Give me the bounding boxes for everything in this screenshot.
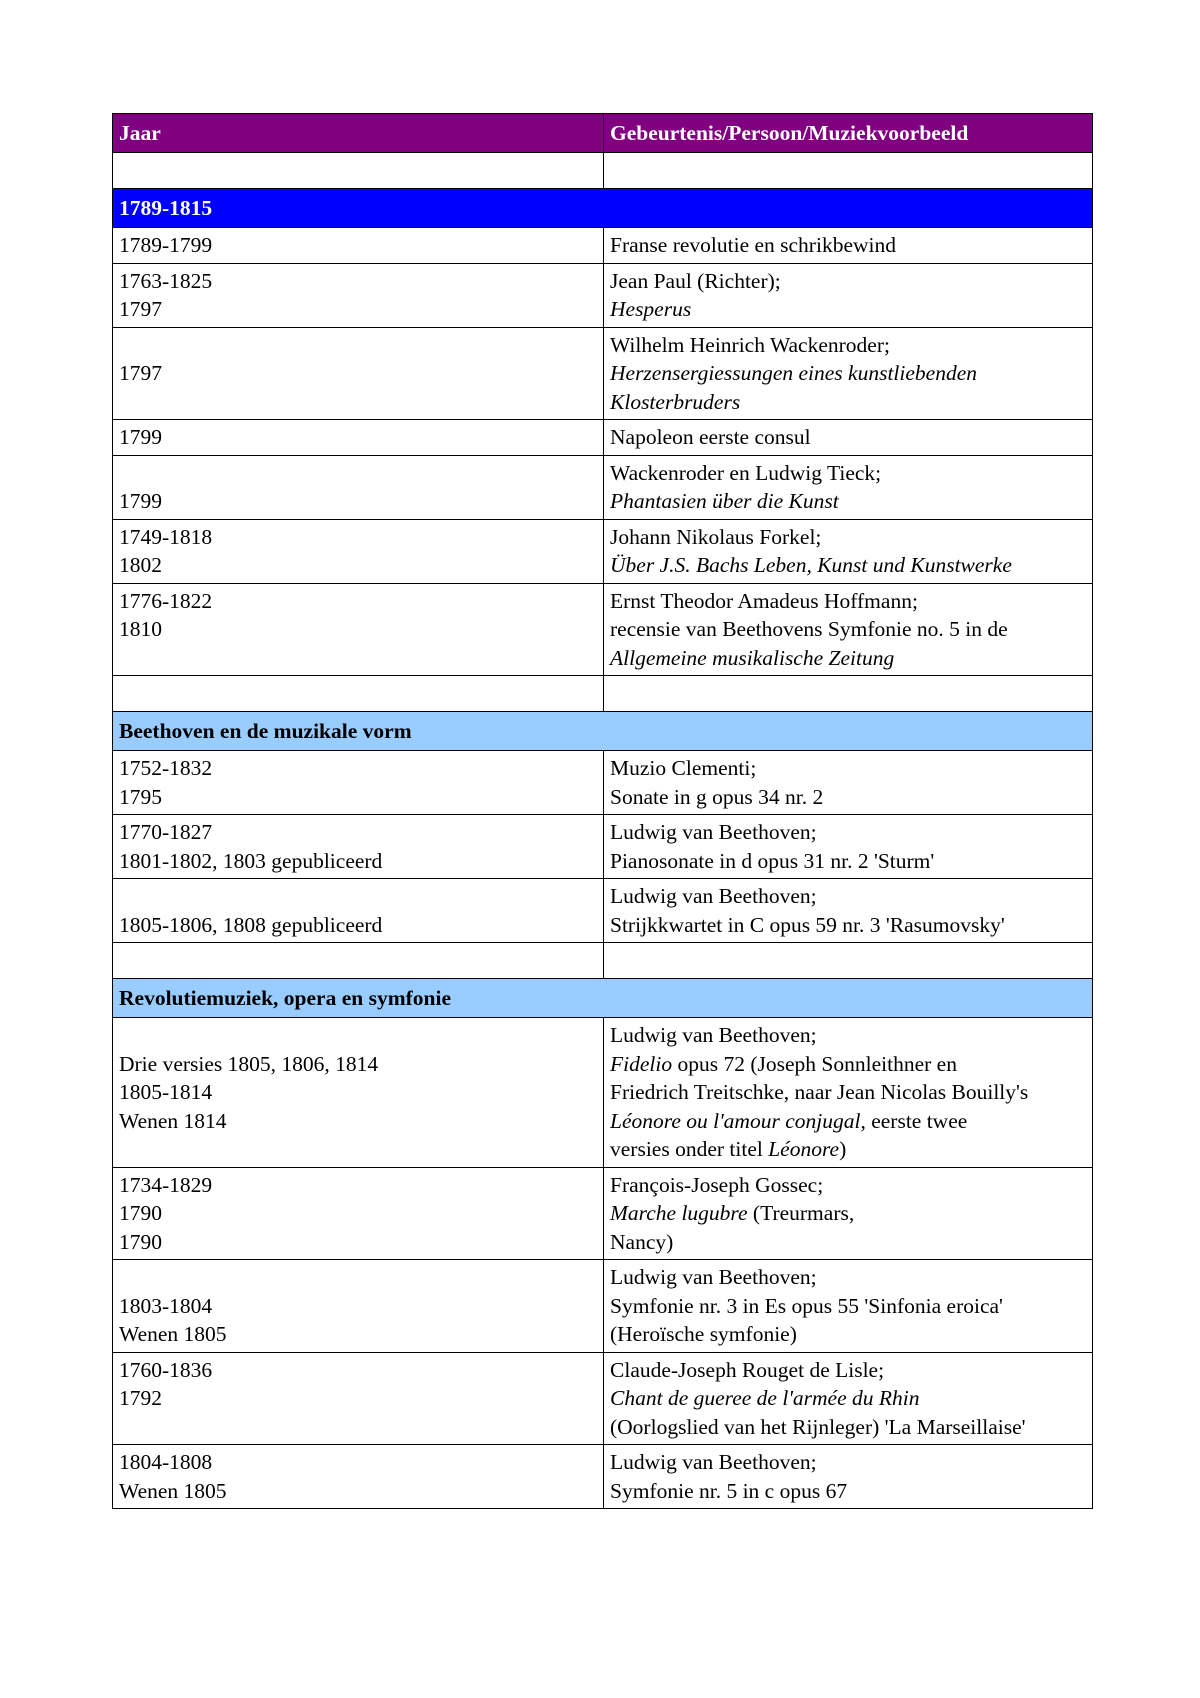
- event-cell: [604, 1018, 1093, 1168]
- year-line: 1797: [119, 297, 162, 321]
- event-line: [610, 331, 1086, 360]
- event-text: , eerste twee: [860, 1108, 968, 1133]
- event-line: [610, 523, 1086, 552]
- event-text: Jean Paul (Richter);: [610, 268, 781, 293]
- event-line: [610, 783, 1086, 812]
- event-line: [610, 1448, 1086, 1477]
- work-title: Über J.S. Bachs Leben, Kunst und Kunstwerke: [610, 553, 1012, 577]
- event-line: [610, 1107, 1086, 1136]
- event-line: [610, 388, 1086, 417]
- work-title: Herzensergiessungen eines kunstliebenden: [610, 361, 978, 385]
- spacer-cell: [113, 676, 604, 712]
- event-text: Ernst Theodor Amadeus Hoffmann;: [610, 588, 918, 613]
- event-line: [610, 1263, 1086, 1292]
- event-line: [610, 487, 1086, 516]
- event-text: (Oorlogslied van het Rijnleger) 'La Marseillaise': [610, 1414, 1026, 1439]
- event-text: Nancy): [610, 1229, 674, 1254]
- timeline-table: [112, 113, 1093, 1509]
- year-line: 1804-1808: [119, 1450, 213, 1474]
- year-cell: [113, 879, 604, 943]
- year-cell: [113, 263, 604, 327]
- event-text: Napoleon eerste consul: [610, 425, 811, 449]
- event-cell: [604, 815, 1093, 879]
- table-row: [113, 519, 1093, 583]
- header-event: Gebeurtenis/Persoon/Muziekvoorbeeld: [604, 114, 1093, 153]
- year-line: Wenen 1805: [119, 1322, 227, 1346]
- event-text: versies onder titel: [610, 1137, 769, 1161]
- table-row: [113, 1260, 1093, 1353]
- table-row: [113, 1445, 1093, 1509]
- event-cell: [604, 879, 1093, 943]
- year-line: 1790: [119, 1229, 162, 1254]
- event-line: [610, 231, 1086, 260]
- work-title: Klosterbruders: [610, 389, 741, 414]
- event-line: [610, 1021, 1086, 1050]
- event-line: [610, 615, 1086, 644]
- event-line: [610, 295, 1086, 324]
- event-text: Ludwig van Beethoven;: [610, 1023, 817, 1047]
- year-cell: [113, 751, 604, 815]
- event-text: recensie van Beethovens Symfonie no. 5 in de: [610, 617, 1008, 641]
- event-text: Claude-Joseph Rouget de Lisle;: [610, 1357, 885, 1382]
- event-line: [610, 754, 1086, 783]
- table-row: [113, 1167, 1093, 1260]
- year-cell: [113, 1352, 604, 1445]
- work-title: Fidelio: [610, 1051, 673, 1076]
- event-line: [610, 1413, 1086, 1442]
- year-line: 1795: [119, 784, 162, 809]
- event-cell: [604, 420, 1093, 456]
- event-line: [610, 551, 1086, 580]
- year-line: 1802: [119, 553, 162, 577]
- spacer-cell: [113, 153, 604, 189]
- year-line: 1805-1814: [119, 1080, 213, 1104]
- year-cell: [113, 1260, 604, 1353]
- event-text: Sonate in g opus 34 nr. 2: [610, 784, 824, 809]
- event-line: [610, 1171, 1086, 1200]
- event-line: [610, 423, 1086, 452]
- event-text: opus 72 (Joseph Sonnleithner en: [672, 1051, 957, 1076]
- year-line: 1770-1827: [119, 820, 213, 844]
- year-line: 1810: [119, 617, 162, 641]
- year-line: 1789-1799: [119, 233, 213, 257]
- section-title: Revolutiemuziek, opera en symfonie: [113, 979, 1093, 1018]
- event-line: [610, 1292, 1086, 1321]
- spacer-cell: [113, 943, 604, 979]
- event-line: [610, 359, 1086, 388]
- event-line: [610, 459, 1086, 488]
- event-text: ): [839, 1137, 847, 1161]
- event-cell: [604, 263, 1093, 327]
- table-row: [113, 815, 1093, 879]
- work-title: Phantasien über die Kunst: [610, 489, 839, 513]
- event-line: [610, 644, 1086, 673]
- table-row: [113, 420, 1093, 456]
- year-line: 1799: [119, 489, 162, 513]
- section-header-row: [113, 712, 1093, 751]
- year-cell: [113, 815, 604, 879]
- year-cell: [113, 583, 604, 676]
- spacer-cell: [604, 676, 1093, 712]
- event-cell: [604, 583, 1093, 676]
- event-line: [610, 1320, 1086, 1349]
- work-title: Léonore: [768, 1137, 840, 1161]
- event-line: [610, 267, 1086, 296]
- event-text: Franse revolutie en schrikbewind: [610, 233, 896, 257]
- year-line: 1776-1822: [119, 588, 213, 613]
- year-cell: [113, 1445, 604, 1509]
- table-row: [113, 583, 1093, 676]
- year-cell: [113, 1167, 604, 1260]
- event-text: (Heroïsche symfonie): [610, 1322, 797, 1346]
- table-row: [113, 1352, 1093, 1445]
- spacer-row: [113, 943, 1093, 979]
- event-line: [610, 1384, 1086, 1413]
- event-cell: [604, 519, 1093, 583]
- event-text: Symfonie nr. 3 in Es opus 55 'Sinfonia eroica': [610, 1293, 1003, 1318]
- event-text: Symfonie nr. 5 in c opus 67: [610, 1478, 848, 1503]
- event-text: Johann Nikolaus Forkel;: [610, 524, 822, 549]
- work-title: Léonore ou l'amour conjugal: [610, 1108, 861, 1133]
- year-line: 1792: [119, 1386, 162, 1410]
- work-title: Hesperus: [610, 297, 692, 321]
- event-text: Ludwig van Beethoven;: [610, 1450, 817, 1474]
- work-title: Chant de gueree de l'armée du Rhin: [610, 1386, 920, 1410]
- event-cell: [604, 455, 1093, 519]
- section-title: Beethoven en de muzikale vorm: [113, 712, 1093, 751]
- year-line: 1799: [119, 425, 162, 449]
- event-cell: [604, 1167, 1093, 1260]
- year-line: Wenen 1814: [119, 1108, 227, 1133]
- table-row: [113, 455, 1093, 519]
- year-cell: [113, 420, 604, 456]
- event-cell: [604, 1352, 1093, 1445]
- event-cell: [604, 1260, 1093, 1353]
- header-year: Jaar: [113, 114, 604, 153]
- event-line: [610, 1078, 1086, 1107]
- year-cell: [113, 455, 604, 519]
- year-line: 1752-1832: [119, 756, 213, 780]
- event-line: [610, 1050, 1086, 1079]
- event-cell: [604, 228, 1093, 264]
- year-line: Wenen 1805: [119, 1478, 227, 1503]
- event-line: [610, 1228, 1086, 1257]
- year-cell: [113, 327, 604, 420]
- event-text: Wackenroder en Ludwig Tieck;: [610, 460, 882, 485]
- year-line: 1797: [119, 361, 162, 385]
- event-line: [610, 1135, 1086, 1164]
- year-cell: [113, 519, 604, 583]
- year-cell: [113, 1018, 604, 1168]
- event-line: [610, 847, 1086, 876]
- year-line: 1803-1804: [119, 1293, 213, 1318]
- event-line: [610, 1477, 1086, 1506]
- section-header-row: [113, 189, 1093, 228]
- work-title: Marche lugubre: [610, 1201, 748, 1225]
- event-text: Ludwig van Beethoven;: [610, 884, 817, 908]
- event-text: Strijkkwartet in C opus 59 nr. 3 'Rasumovsky': [610, 912, 1005, 937]
- event-text: (Treurmars,: [747, 1201, 855, 1225]
- table-row: [113, 751, 1093, 815]
- event-cell: [604, 751, 1093, 815]
- event-text: Pianosonate in d opus 31 nr. 2 'Sturm': [610, 848, 935, 873]
- year-line: 1734-1829: [119, 1172, 213, 1197]
- event-line: [610, 1356, 1086, 1385]
- work-title: Allgemeine musikalische Zeitung: [610, 645, 895, 670]
- event-text: Muzio Clementi;: [610, 756, 757, 780]
- event-line: [610, 911, 1086, 940]
- event-line: [610, 1199, 1086, 1228]
- year-line: 1763-1825: [119, 268, 213, 293]
- event-text: Wilhelm Heinrich Wackenroder;: [610, 332, 890, 357]
- year-line: 1749-1818: [119, 524, 213, 549]
- event-text: Ludwig van Beethoven;: [610, 820, 817, 844]
- table-row: [113, 1018, 1093, 1168]
- table-row: [113, 879, 1093, 943]
- year-cell: [113, 228, 604, 264]
- spacer-row: [113, 676, 1093, 712]
- event-line: [610, 818, 1086, 847]
- year-line: 1805-1806, 1808 gepubliceerd: [119, 912, 383, 937]
- event-line: [610, 882, 1086, 911]
- spacer-cell: [604, 153, 1093, 189]
- event-line: [610, 587, 1086, 616]
- spacer-cell: [604, 943, 1093, 979]
- year-line: 1801-1802, 1803 gepubliceerd: [119, 848, 383, 873]
- table-row: [113, 228, 1093, 264]
- section-title: 1789-1815: [113, 189, 1093, 228]
- year-line: 1790: [119, 1201, 162, 1225]
- table-row: [113, 263, 1093, 327]
- event-cell: [604, 1445, 1093, 1509]
- year-line: 1760-1836: [119, 1357, 213, 1382]
- table-header-row: [113, 114, 1093, 153]
- table-row: [113, 327, 1093, 420]
- year-line: Drie versies 1805, 1806, 1814: [119, 1051, 379, 1076]
- event-cell: [604, 327, 1093, 420]
- section-header-row: [113, 979, 1093, 1018]
- spacer-row: [113, 153, 1093, 189]
- event-text: François-Joseph Gossec;: [610, 1172, 824, 1197]
- event-text: Friedrich Treitschke, naar Jean Nicolas Bouilly's: [610, 1080, 1029, 1104]
- event-text: Ludwig van Beethoven;: [610, 1265, 817, 1289]
